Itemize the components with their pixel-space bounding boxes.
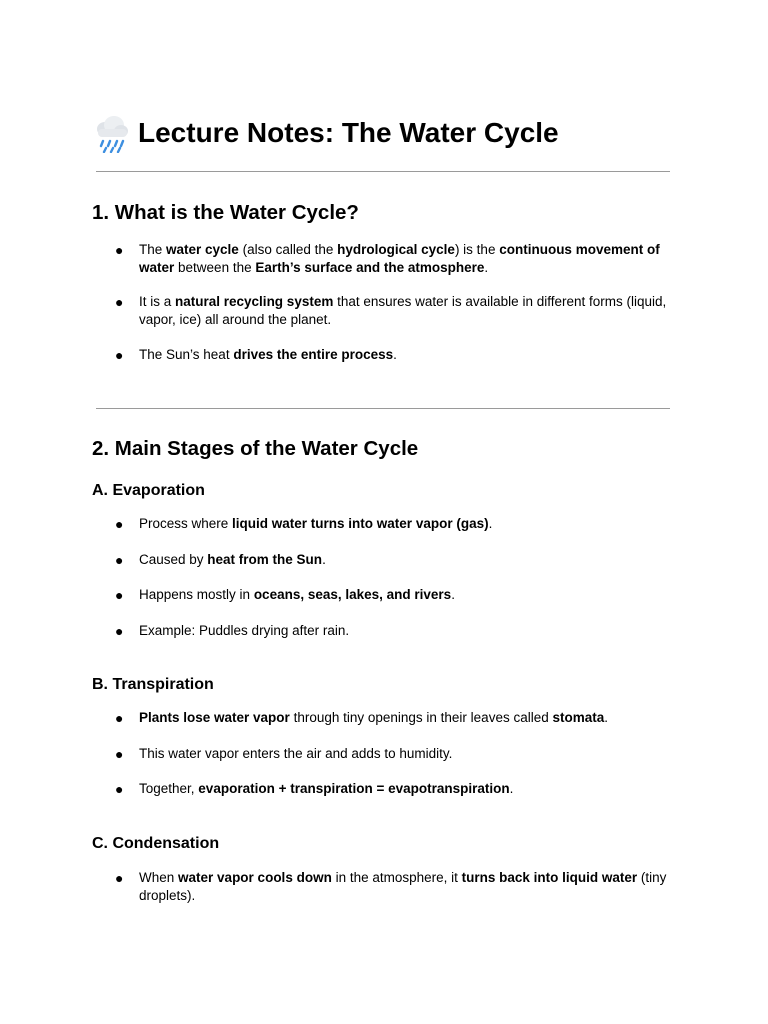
text-run: ) is the — [454, 242, 500, 257]
list-item-text — [139, 515, 673, 533]
list-item-text — [139, 586, 673, 604]
bold-text: hydrological cycle — [337, 242, 455, 257]
bold-text: Earth’s surface and the atmosphere — [255, 260, 485, 275]
list-item-text — [139, 293, 673, 329]
list-item-text — [139, 622, 673, 640]
divider — [96, 171, 670, 172]
bold-text: continuous movement of water — [139, 242, 660, 275]
divider — [96, 408, 670, 409]
text-run: This water vapor enters the air and adds to humidity. — [139, 746, 453, 761]
bullet-icon: ● — [115, 623, 124, 639]
text-run: Together, — [139, 781, 199, 796]
bold-text: drives the entire process — [233, 347, 394, 362]
list-item-text — [139, 709, 673, 727]
text-run: . — [322, 552, 326, 567]
bullet-icon: ● — [115, 347, 124, 363]
list-item-text — [139, 551, 673, 569]
bold-text: evaporation + transpiration = evapotranspiration — [198, 781, 510, 796]
text-run: . — [488, 516, 493, 531]
text-run: through tiny openings in their leaves called — [289, 710, 553, 725]
bold-text: stomata — [552, 710, 605, 725]
page-title: Lecture Notes: The Water Cycle — [138, 117, 559, 148]
text-run: . — [604, 710, 609, 725]
text-run: Caused by — [139, 552, 208, 567]
list-item-text — [139, 745, 673, 763]
text-run: . — [484, 260, 489, 275]
text-run: . — [393, 347, 397, 362]
bold-text: water cycle — [166, 242, 239, 257]
text-run: When — [139, 870, 179, 885]
bullet-icon: ● — [115, 294, 124, 310]
text-run: The Sun’s heat — [139, 347, 234, 362]
text-run: It is a — [139, 294, 176, 309]
text-run: in the atmosphere, it — [331, 870, 462, 885]
text-run: Example: Puddles drying after rain. — [139, 623, 350, 638]
text-run: between the — [174, 260, 256, 275]
text-run: that ensures water is available in different forms (liquid, vapor, ice) all around the planet. — [139, 294, 667, 327]
bold-text: Plants lose water vapor — [139, 710, 290, 725]
bullet-icon: ● — [115, 870, 124, 886]
text-run: Happens mostly in — [139, 587, 254, 602]
list-item-text — [139, 346, 673, 364]
rain-cloud-icon — [92, 113, 130, 153]
bullet-icon: ● — [115, 552, 124, 568]
text-run: The — [139, 242, 167, 257]
bold-text: oceans, seas, lakes, and rivers — [253, 587, 452, 602]
bold-text: natural recycling system — [175, 294, 334, 309]
bullet-icon: ● — [115, 587, 124, 603]
bold-text: heat from the Sun — [207, 552, 323, 567]
subsection-heading: A. Evaporation — [92, 482, 205, 499]
list-item-text — [139, 869, 673, 905]
list-item-text — [139, 241, 673, 277]
text-run: (tiny droplets). — [139, 870, 667, 903]
text-run: Process where — [139, 516, 233, 531]
list-item-text — [139, 780, 673, 798]
subsection-heading: C. Condensation — [92, 835, 220, 852]
bold-text: turns back into liquid water — [461, 870, 638, 885]
bold-text: liquid water turns into water vapor (gas) — [232, 516, 489, 531]
bullet-icon: ● — [115, 746, 124, 762]
text-run: . — [451, 587, 455, 602]
section-heading: 1. What is the Water Cycle? — [92, 201, 359, 224]
title-row — [92, 113, 559, 153]
subsection-heading: B. Transpiration — [92, 676, 214, 693]
section-heading: 2. Main Stages of the Water Cycle — [92, 437, 419, 460]
bullet-icon: ● — [115, 710, 124, 726]
bullet-icon: ● — [115, 516, 124, 532]
bullet-icon: ● — [115, 242, 124, 258]
bullet-icon: ● — [115, 781, 124, 797]
bold-text: water vapor cools down — [178, 870, 332, 885]
text-run: . — [509, 781, 514, 796]
text-run: (also called the — [238, 242, 338, 257]
